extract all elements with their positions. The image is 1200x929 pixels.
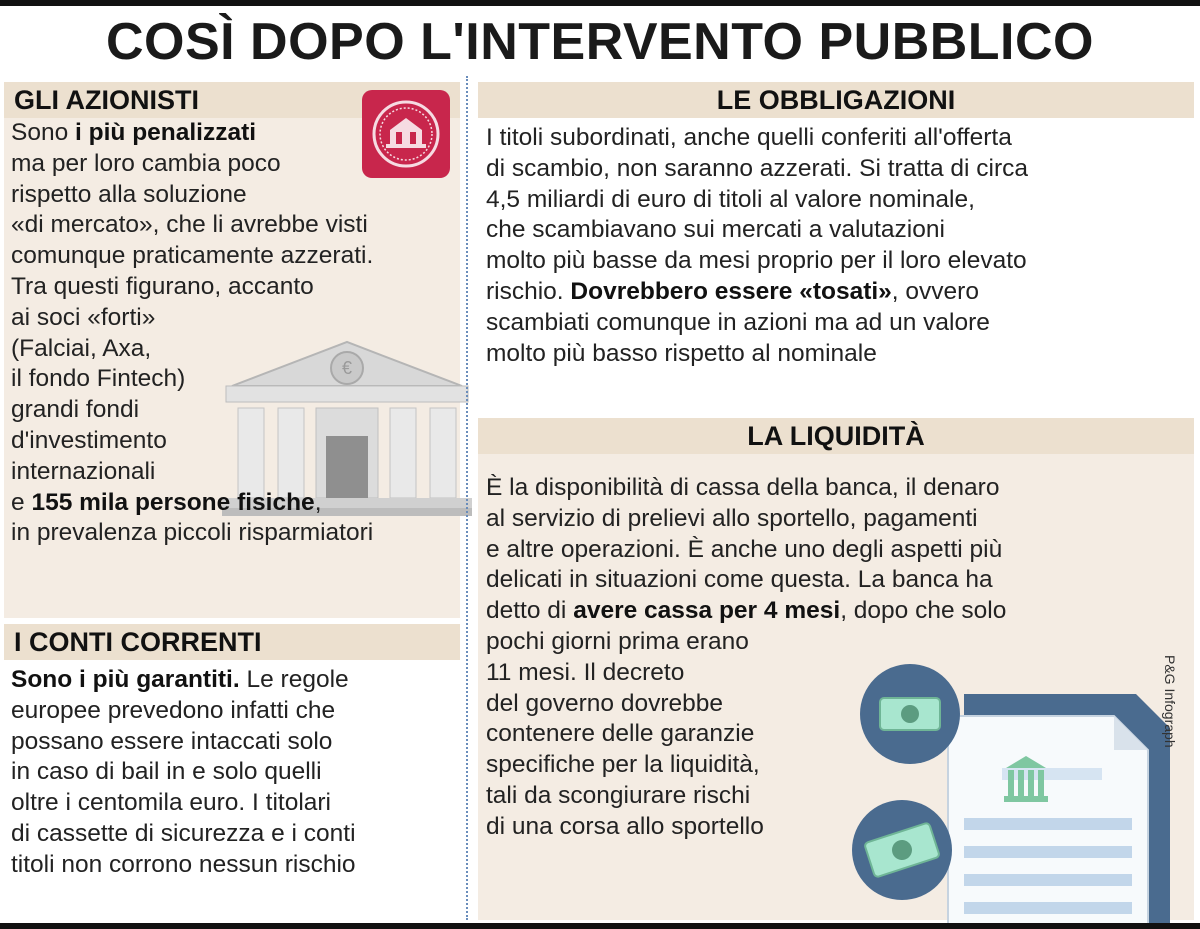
text-span: detto di (486, 597, 574, 625)
azionisti-header: GLI AZIONISTI (4, 82, 460, 118)
text-line: grandi fondi (11, 396, 140, 424)
text-line: I titoli subordinati, anche quelli conferiti all'offerta (486, 124, 1012, 151)
liquidita-header: LA LIQUIDITÀ (478, 418, 1194, 454)
text-line: europee prevedono infatti che (11, 696, 336, 724)
text-line: tali da scongiurare rischi (486, 781, 751, 809)
text-line: molto più basse da mesi proprio per il loro elevato (486, 247, 1027, 275)
text-line: in prevalenza piccoli risparmiatori (11, 519, 374, 547)
bold-text: Dovrebbero essere «tosati» (570, 277, 892, 305)
text-line: oltre i centomila euro. I titolari (11, 789, 331, 817)
obbligazioni-header: LE OBBLIGAZIONI (478, 82, 1194, 118)
text-line: internazionali (11, 457, 156, 485)
text-line (11, 488, 373, 519)
text-span: , (314, 488, 322, 516)
bold-text: Sono i più garantiti. (11, 666, 240, 693)
text-line: delicati in situazioni come questa. La banca ha (486, 566, 993, 594)
obbligazioni-text (486, 123, 1028, 369)
text-line: di cassette di sicurezza e i conti (11, 819, 356, 847)
text-line: pochi giorni prima erano (486, 627, 749, 655)
text-line: Tra questi figurano, accanto (11, 272, 314, 300)
text-span: , dopo che solo (840, 597, 1007, 625)
svg-text:€: € (341, 358, 353, 378)
azionisti-text (11, 118, 373, 549)
text-line: ai soci «forti» (11, 303, 156, 331)
text-line: il fondo Fintech) (11, 365, 186, 393)
text-line: molto più basso rispetto al nominale (486, 339, 877, 367)
text-line: comunque praticamente azzerati. (11, 242, 374, 270)
text-line: ma per loro cambia poco (11, 149, 281, 177)
text-line: di scambio, non saranno azzerati. Si tratta di circa (486, 154, 1028, 182)
column-divider (466, 76, 468, 920)
bottom-rule (0, 923, 1200, 929)
bold-text: avere cassa per 4 mesi (573, 597, 841, 625)
text-line (11, 118, 373, 149)
conti-text (11, 665, 356, 881)
text-line: specifiche per la liquidità, (486, 751, 760, 779)
text-span: rischio. (486, 277, 571, 305)
text-line: al servizio di prelievi allo sportello, pagamenti (486, 504, 978, 532)
text-line: 4,5 miliardi di euro di titoli al valore nominale, (486, 185, 975, 213)
conti-header: I CONTI CORRENTI (4, 624, 460, 660)
text-line: che scambiavano sui mercati a valutazioni (486, 216, 945, 244)
text-line (486, 596, 1006, 627)
text-line: del governo dovrebbe (486, 689, 724, 717)
text-line: 11 mesi. Il decreto (486, 658, 685, 686)
text-span: , ovvero (891, 277, 979, 305)
text-line: d'investimento (11, 426, 167, 454)
text-line (11, 665, 356, 696)
text-line: e altre operazioni. È anche uno degli aspetti più (486, 535, 1003, 563)
text-line (486, 277, 1028, 308)
text-line: in caso di bail in e solo quelli (11, 758, 322, 786)
text-line: titoli non corrono nessun rischio (11, 850, 356, 878)
text-span: Sono (11, 119, 76, 146)
text-span: Le regole (239, 666, 349, 693)
bold-text: 155 mila persone fisiche (31, 488, 315, 516)
text-line: «di mercato», che li avrebbe visti (11, 211, 368, 239)
text-span: e (11, 488, 32, 516)
credit-label: P&G Infograph (1162, 655, 1178, 748)
text-line: contenere delle garanzie (486, 720, 755, 748)
text-line: (Falciai, Axa, (11, 334, 152, 362)
liquidita-text (486, 473, 1006, 843)
main-title: COSÌ DOPO L'INTERVENTO PUBBLICO (105, 13, 1095, 71)
text-line: di una corsa allo sportello (486, 812, 764, 840)
text-line: possano essere intaccati solo (11, 727, 333, 755)
text-line: rispetto alla soluzione (11, 180, 247, 208)
top-rule (0, 0, 1200, 6)
text-line: È la disponibilità di cassa della banca, il denaro (486, 474, 1000, 501)
text-line: scambiati comunque in azioni ma ad un valore (486, 308, 990, 336)
bold-text: i più penalizzati (75, 119, 257, 146)
bank-logo-icon (360, 88, 452, 180)
